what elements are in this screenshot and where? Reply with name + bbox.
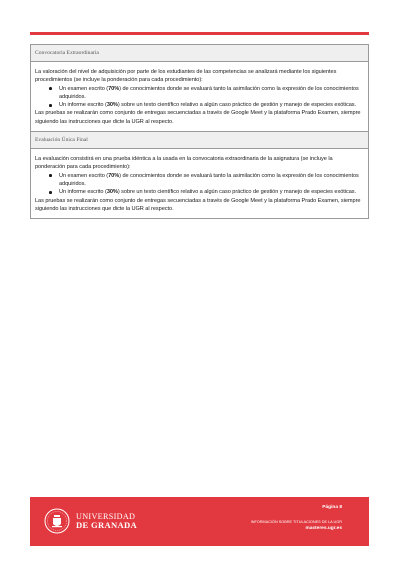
list-item: Un examen escrito (70%) de conocimientos donde se evaluará tanto la asimilación como la expresión de los conocimientos adquiridos. (59, 172, 364, 189)
info-caption: INFORMACIÓN SOBRE TITULACIONES DE LA UGR (250, 520, 342, 524)
section-header-extraordinaria: Convocatoria Extraordinaria (31, 45, 368, 62)
section-body-extraordinaria (31, 62, 368, 131)
website-link[interactable]: masteres.ugr.es (305, 526, 342, 531)
bullet-icon (49, 191, 52, 194)
section-body-unica-final (31, 149, 368, 218)
section-intro: La valoración del nivel de adquisición por parte de los estudiantes de las competencias se analizará mediante los siguientes procedimientos (se incluye la ponderación para cada procedimiento): (35, 69, 337, 84)
list-item: Un informe escrito (30%) sobre un texto científico relativo a algún caso práctico de gestión y manejo de especies exóticas. (59, 188, 364, 196)
university-name: UNIVERSIDAD DE GRANADA (76, 512, 138, 531)
procedure-list (35, 85, 364, 110)
ugr-seal-icon (44, 508, 70, 534)
bullet-icon (49, 87, 52, 90)
list-item: Un informe escrito (30%) sobre un texto científico relativo a algún caso práctico de gestión y manejo de especies exóticas. (59, 101, 364, 109)
page-footer (30, 497, 369, 546)
section-outro: Las pruebas se realizarán como conjunto de entregas secuenciadas a través de Google Meet y la plataforma Prado Examen, siempre siguiendo las instrucciones que dicte la UGR al respecto. (35, 197, 361, 212)
bullet-icon (49, 174, 52, 177)
procedure-list (35, 172, 364, 197)
top-red-rule (30, 32, 369, 35)
section-header-unica-final: Evaluación Única Final (31, 131, 368, 149)
footer-info (251, 504, 342, 532)
bullet-icon (49, 104, 52, 107)
list-item: Un examen escrito (70%) de conocimientos donde se evaluará tanto la asimilación como la expresión de los conocimientos adquiridos. (59, 85, 364, 102)
evaluation-table (30, 44, 369, 219)
section-intro: La evaluación consistirá en una prueba idéntica a la usada en la convocatoria extraordinaria de la asignatura (se incluye la ponderación para cada procedimiento): (35, 156, 333, 171)
section-outro: Las pruebas se realizarán como conjunto de entregas secuenciadas a través de Google Meet y la plataforma Prado Examen, siempre siguiendo las instrucciones que dicte la UGR al respecto. (35, 110, 361, 125)
page-number: Página 8 (322, 505, 342, 510)
